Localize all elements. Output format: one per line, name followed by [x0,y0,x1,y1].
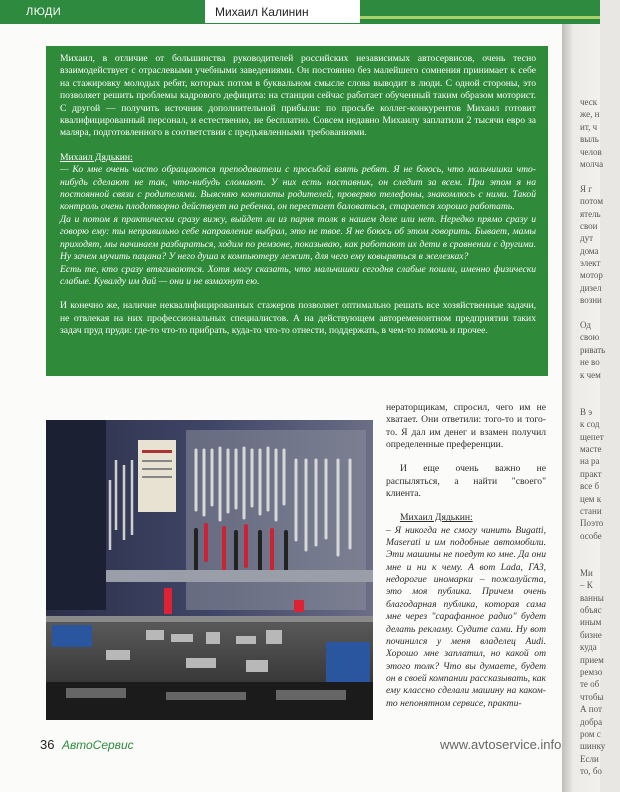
facing-text-line: ит, ч [580,121,598,132]
facing-text-line: ривать [580,344,606,355]
facing-accent-line [562,16,600,19]
facing-text-line: добра [580,716,603,727]
facing-text-line [580,554,620,566]
facing-text-line: дут [580,233,594,244]
facing-text-line: дома [580,245,599,256]
facing-text-line: дизел [580,282,602,293]
facing-header-bar [562,0,600,24]
quote-paragraph: — Ко мне очень часто обращаются преподаватели с просьбой взять ребят. Я не боюсь, что мальчишки что-нибудь сделают не так, что-нибудь сломают. У них есть наставник, он следит за всем. При этом я на постоянной связи с родителями. Выясняю контакты родителей, проверяю телефоны, знакомлюсь с ними. Такой контроль очень плодотворно действует на ребенка, он перестает баловаться, старается хорошо работать. [60,164,536,213]
facing-text-line [580,170,620,182]
quote-paragraph: Есть те, кто сразу втягиваются. Хотя могу сказать, что мальчишки сегодня слабые пошли, именно физически слабые. Кувалду им дай — они и не взмахнут ею. [60,263,536,287]
facing-text-line: В э [580,406,593,417]
facing-text-line: щепет [580,431,604,442]
facing-text-line: ческ [580,97,598,107]
workshop-photo [46,420,373,720]
body-paragraph: И еще очень важно не распыляться, а найти "своего" клиента. [386,463,546,500]
facing-text-line: Ми [580,567,593,578]
facing-text-line: Если [580,753,599,764]
facing-text-line: Я г [580,183,592,194]
facing-text-line: выль [580,134,599,145]
outro-paragraph: И конечно же, наличие неквалифицированных стажеров позволяет оптимально решать все хозяйственные задачи, не отвлекая на них профессиональных специалистов. А на действующем автоременонтном предприятии таких задач пруд пруди: где-то что-то прибрать, куда-то что-то отнести, поддержать, в чем-то помочь и прочее. [60,300,536,337]
header-bar [360,0,562,24]
facing-text-line: иным [580,617,602,628]
header-accent-line [360,16,562,19]
facing-text-line: потом [580,196,604,207]
facing-text-line: свои [580,220,598,231]
facing-text-line: шинку [580,741,606,752]
magazine-logo: АвтоСервис [62,738,134,752]
facing-text-line: – К [580,580,593,591]
facing-page-edge [562,0,606,792]
facing-text-line: ванны [580,592,604,603]
facing-text-line: объяс [580,605,602,616]
facing-text-line: мотор [580,270,603,281]
body-paragraph: нераторщикам, спросил, чего им не хватает. Они ответили: того-то и того-то. Я дал им денег и взамен получил определенные преференции. [386,402,546,451]
facing-text-line: не во [580,357,600,368]
facing-text-line: на ра [580,456,600,467]
facing-text-line: все б [580,481,600,492]
quote-paragraph: – Я никогда не смогу чинить Bugatti, Maserati и им подобные автомобили. Эти машины не поедут ко мне. Да они мне и ни к чему. А вот Lada, ГАЗ, недорогие иномарки – пожалуйста, это моя публика. Причем очень благодарная публика, которая сама мне через "сарафанное радио" будет делать рекламу. Судите сами. Ну вот починился у меня владелец Audi. Хорошо мне заплатил, но какой от этого толк? Что вы думаете, будет он в своей компании рассказывать, как ему классно сделали машину на каком-то непонятном сервисе, практи- [386,524,547,709]
page-number: 36 [40,737,55,752]
facing-text-line [580,381,620,393]
facing-text-line: к чем [580,369,601,380]
facing-text-line: ятель [580,208,601,219]
quote-paragraph: Да и потом я практически сразу вижу, выйдет ли из парня толк в нашем деле или нет. Нередко прямо сразу и говорю ему: ты неправильно себе направление выбрал, это не твое. Я не боюсь об этом говорить. Бывает, мамы приходят, мы начинаем разбираться, ходим по ремзоне, показываю, как работают их дети в сравнении с другими. Ну зачем мучить пацана? У него душа к компьютеру лежит, для чего ему ковыряться в железках? [60,213,536,263]
facing-text-line: элект [580,258,601,269]
facing-text-line: свою [580,332,600,343]
facing-text-line: молча [580,158,604,169]
facing-page-text [580,96,620,777]
facing-text-line: то, бо [580,766,602,777]
facing-text-line: же, н [580,109,600,120]
facing-text-line: прием [580,654,604,665]
facing-text-line: стани [580,505,602,516]
facing-text-line: ремзо [580,666,603,677]
facing-text-line: возни [580,295,602,306]
facing-text-line: те об [580,679,600,690]
facing-text-line: куда [580,642,597,653]
facing-text-line: челов [580,146,602,157]
facing-text-line [580,393,620,405]
facing-text-line: Поэто [580,518,604,529]
facing-text-line: к сод [580,419,600,430]
speaker-name: Михаил Дядькин: [400,512,473,524]
facing-text-line: масте [580,443,602,454]
facing-text-line: бизне [580,629,602,640]
highlight-box [46,46,548,376]
speaker-name: Михаил Дядькин: [60,151,133,163]
facing-text-line: особе [580,530,602,541]
facing-text-line: Од [580,320,591,331]
text-column [386,402,546,710]
facing-text-line [580,542,620,554]
facing-text-line: ром с [580,728,601,739]
website-url: www.avtoservice.info [440,737,562,752]
facing-text-line: цем к [580,493,602,504]
section-rubric: ЛЮДИ [0,0,205,24]
facing-text-line: практ [580,468,602,479]
facing-text-line: чтобы [580,691,604,702]
facing-text-line [580,307,620,319]
intro-paragraph: Михаил, в отличие от большинства руководителей российских независимых автосервисов, очень тесно взаимодействует с отраслевыми учебными заведениями. Он постоянно без малейшего сомнения принимает к себе на стажировку молодых ребят, которых потом в буквальном смысле слова выводит в люди. С одной стороны, это позволяет решить проблемы кадрового дефицита: на станции сейчас работает обученный таким образом моторист. С другой — получить источник дополнительной прибыли: по просьбе коллег-конкурентов Михаил готовит квалифицированный персонал, и естественно, не бесплатно. Совсем недавно Михаилу заплатили 2 тысячи евро за маляра, подготовленного в соответствии с предъявленными требованиями. [60,53,536,139]
article-person-name: Михаил Калинин [205,0,360,24]
facing-text-line: А пот [580,704,602,715]
